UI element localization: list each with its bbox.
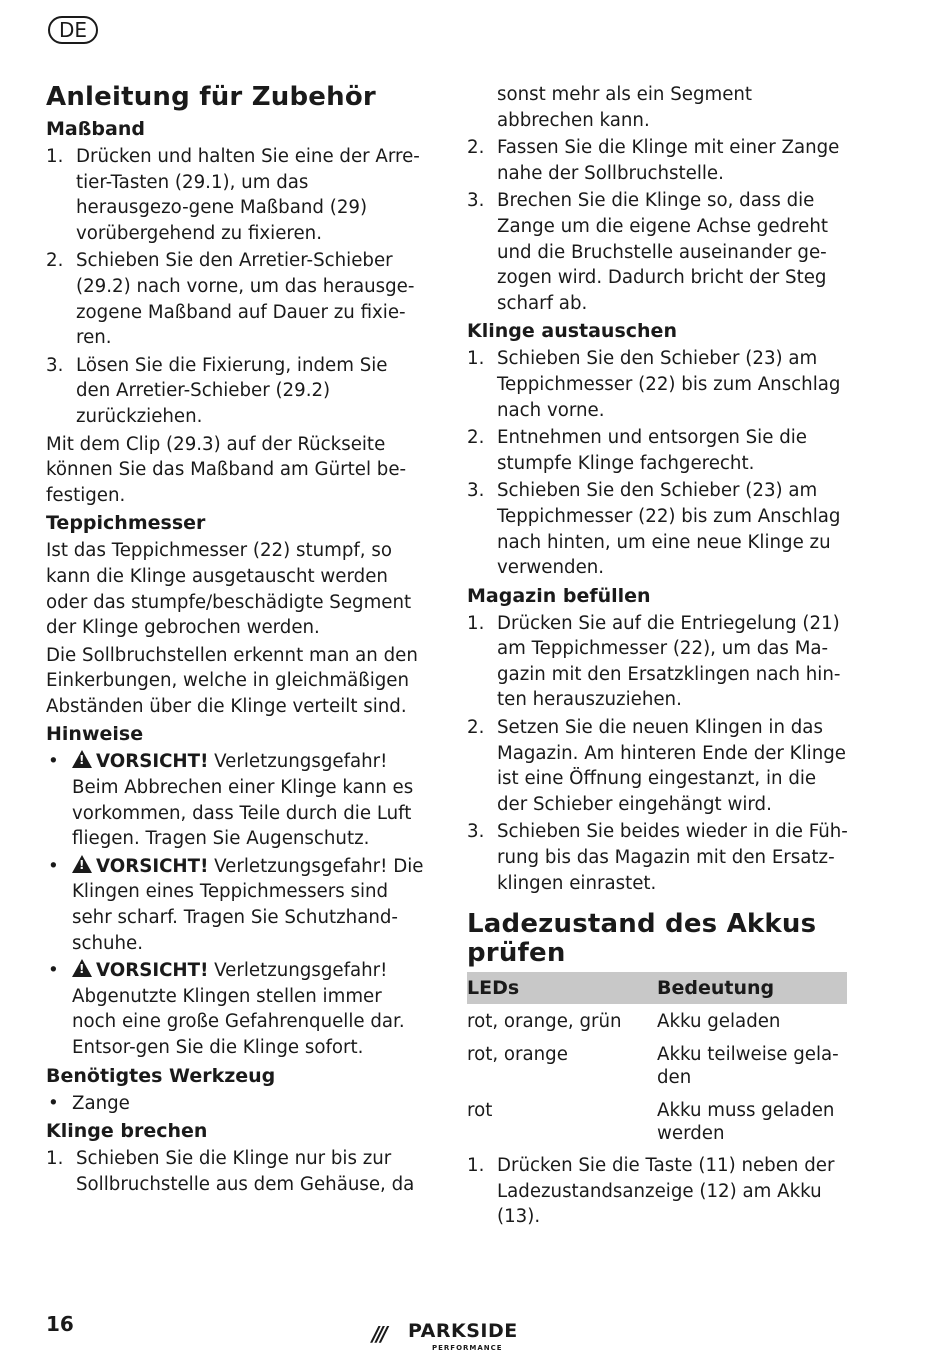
magazin-heading: Magazin befüllen (467, 584, 651, 607)
warning-icon (72, 959, 92, 977)
klinge-brechen-steps (46, 1146, 426, 1197)
table-row (467, 1004, 847, 1037)
klinge-brechen-heading: Klinge brechen (46, 1120, 208, 1143)
list-item: 1. Drücken Sie die Taste (11) neben der Ladezustandsanzeige (12) am Akku (13). (467, 1155, 835, 1228)
teppichmesser-heading: Teppichmesser (46, 512, 206, 535)
list-item: 2. Schieben Sie den Arretier-Schieber (29.2) nach vorne, um das herausge-zogene Maßband auf Dauer zu fixie-ren. (46, 250, 415, 349)
magazin-steps (467, 611, 849, 897)
parkside-logo (372, 1318, 532, 1354)
klinge-brechen-steps-cont (467, 135, 849, 316)
column-header: Bedeutung (657, 972, 847, 1004)
werkzeug-list (46, 1091, 426, 1117)
logo-subtitle: PERFORMANCE (432, 1344, 503, 1352)
left-column (46, 82, 426, 1199)
table-cell: Akku muss geladen werden (657, 1100, 835, 1145)
list-item: 1. Drücken und halten Sie eine der Arre-tier-Tasten (29.1), um das herausgezo-gene Maßband (29) vorübergehend zu fixieren. (46, 146, 420, 244)
warning-icon (72, 750, 92, 768)
klinge-austauschen-steps (467, 346, 849, 580)
list-item: • Zange (48, 1092, 130, 1114)
warning-icon (72, 855, 92, 873)
hinweise-heading: Hinweise (46, 723, 144, 746)
list-item: 2. Entnehmen und entsorgen Sie die stumpfe Klinge fachgerecht. (467, 427, 807, 474)
list-item: • ! VORSICHT! Verletzungsgefahr! Abgenutzte Klingen stellen immer noch eine große Gefahrenquelle dar. Entsor-gen Sie die Klinge sofort. (46, 958, 426, 1060)
klinge-austauschen-heading: Klinge austauschen (467, 320, 677, 343)
list-item: 1. Schieben Sie die Klinge nur bis zur Sollbruchstelle aus dem Gehäuse, da (46, 1148, 415, 1195)
table-cell: Akku teilweise gela-den (657, 1044, 839, 1089)
column-header: LEDs (467, 972, 657, 1004)
section-title: Anleitung für Zubehör (46, 82, 376, 112)
list-item: 3. Lösen Sie die Fixierung, indem Sie den Arretier-Schieber (29.2) zurückziehen. (46, 354, 388, 427)
logo-slashes-icon: /// (372, 1322, 385, 1346)
massband-heading: Maßband (46, 118, 145, 140)
list-item: • ! VORSICHT! Verletzungsgefahr! Beim Abbrechen einer Klinge kann es vorkommen, dass Teile durch die Luft fliegen. Tragen Sie Augenschutz. (46, 749, 426, 851)
table-cell: Akku geladen (657, 1011, 781, 1033)
language-badge: DE (48, 16, 98, 44)
page-number: 16 (46, 1312, 74, 1336)
massband-note: Mit dem Clip (29.3) auf der Rückseite können Sie das Maßband am Gürtel be-festigen. (46, 433, 407, 506)
led-table (467, 972, 847, 1149)
table-row (467, 1093, 847, 1149)
list-item: • ! VORSICHT! Verletzungsgefahr! Die Klingen eines Teppichmessers sind sehr scharf. Tragen Sie Schutzhand-schuhe. (46, 854, 426, 956)
list-item: 2. Setzen Sie die neuen Klingen in das Magazin. Am hinteren Ende der Klinge ist eine Öffnung eingestanzt, in die der Schieber eingehängt wird. (467, 717, 846, 815)
werkzeug-heading: Benötigtes Werkzeug (46, 1064, 276, 1087)
list-item: 3. Brechen Sie die Klinge so, dass die Zange um die eigene Achse gedreht und die Bruchstelle auseinander ge-zogen wird. Dadurch bricht der Steg scharf ab. (467, 190, 829, 314)
list-item: 3. Schieben Sie den Schieber (23) am Teppichmesser (22) bis zum Anschlag nach hinten, um eine neue Klinge zu verwenden. (467, 480, 841, 579)
table-cell: rot, orange, grün (467, 1011, 622, 1033)
table-cell: rot (467, 1100, 493, 1122)
klinge-brechen-continuation: sonst mehr als ein Segment abbrechen kann. (497, 84, 753, 131)
hinweise-list (46, 749, 426, 1060)
table-header-row (467, 972, 847, 1004)
teppichmesser-paragraph: Ist das Teppichmesser (22) stumpf, so kann die Klinge ausgetauscht werden oder das stumpfe/beschädigte Segment der Klinge gebrochen werden. (46, 540, 412, 639)
list-item: 2. Fassen Sie die Klinge mit einer Zange nahe der Sollbruchstelle. (467, 137, 840, 184)
list-item: 3. Schieben Sie beides wieder in die Füh-rung bis das Magazin mit den Ersatz-klingen einrastet. (467, 821, 848, 894)
akku-steps (467, 1153, 849, 1230)
akku-section-title: Ladezustand des Akkus prüfen (467, 909, 817, 969)
list-item: 1. Schieben Sie den Schieber (23) am Teppichmesser (22) bis zum Anschlag nach vorne. (467, 348, 841, 421)
table-row (467, 1037, 847, 1093)
table-cell: rot, orange (467, 1044, 568, 1066)
teppichmesser-paragraph: Die Sollbruchstellen erkennt man an den Einkerbungen, welche in gleichmäßigen Abständen über die Klinge verteilt sind. (46, 644, 418, 717)
list-item: 1. Drücken Sie auf die Entriegelung (21) am Teppichmesser (22), um das Ma-gazin mit den Ersatzklingen nach hin-ten herauszuziehen. (467, 612, 841, 711)
logo-wordmark: PARKSIDE (408, 1320, 518, 1342)
right-column (467, 82, 849, 1232)
massband-steps (46, 144, 426, 430)
